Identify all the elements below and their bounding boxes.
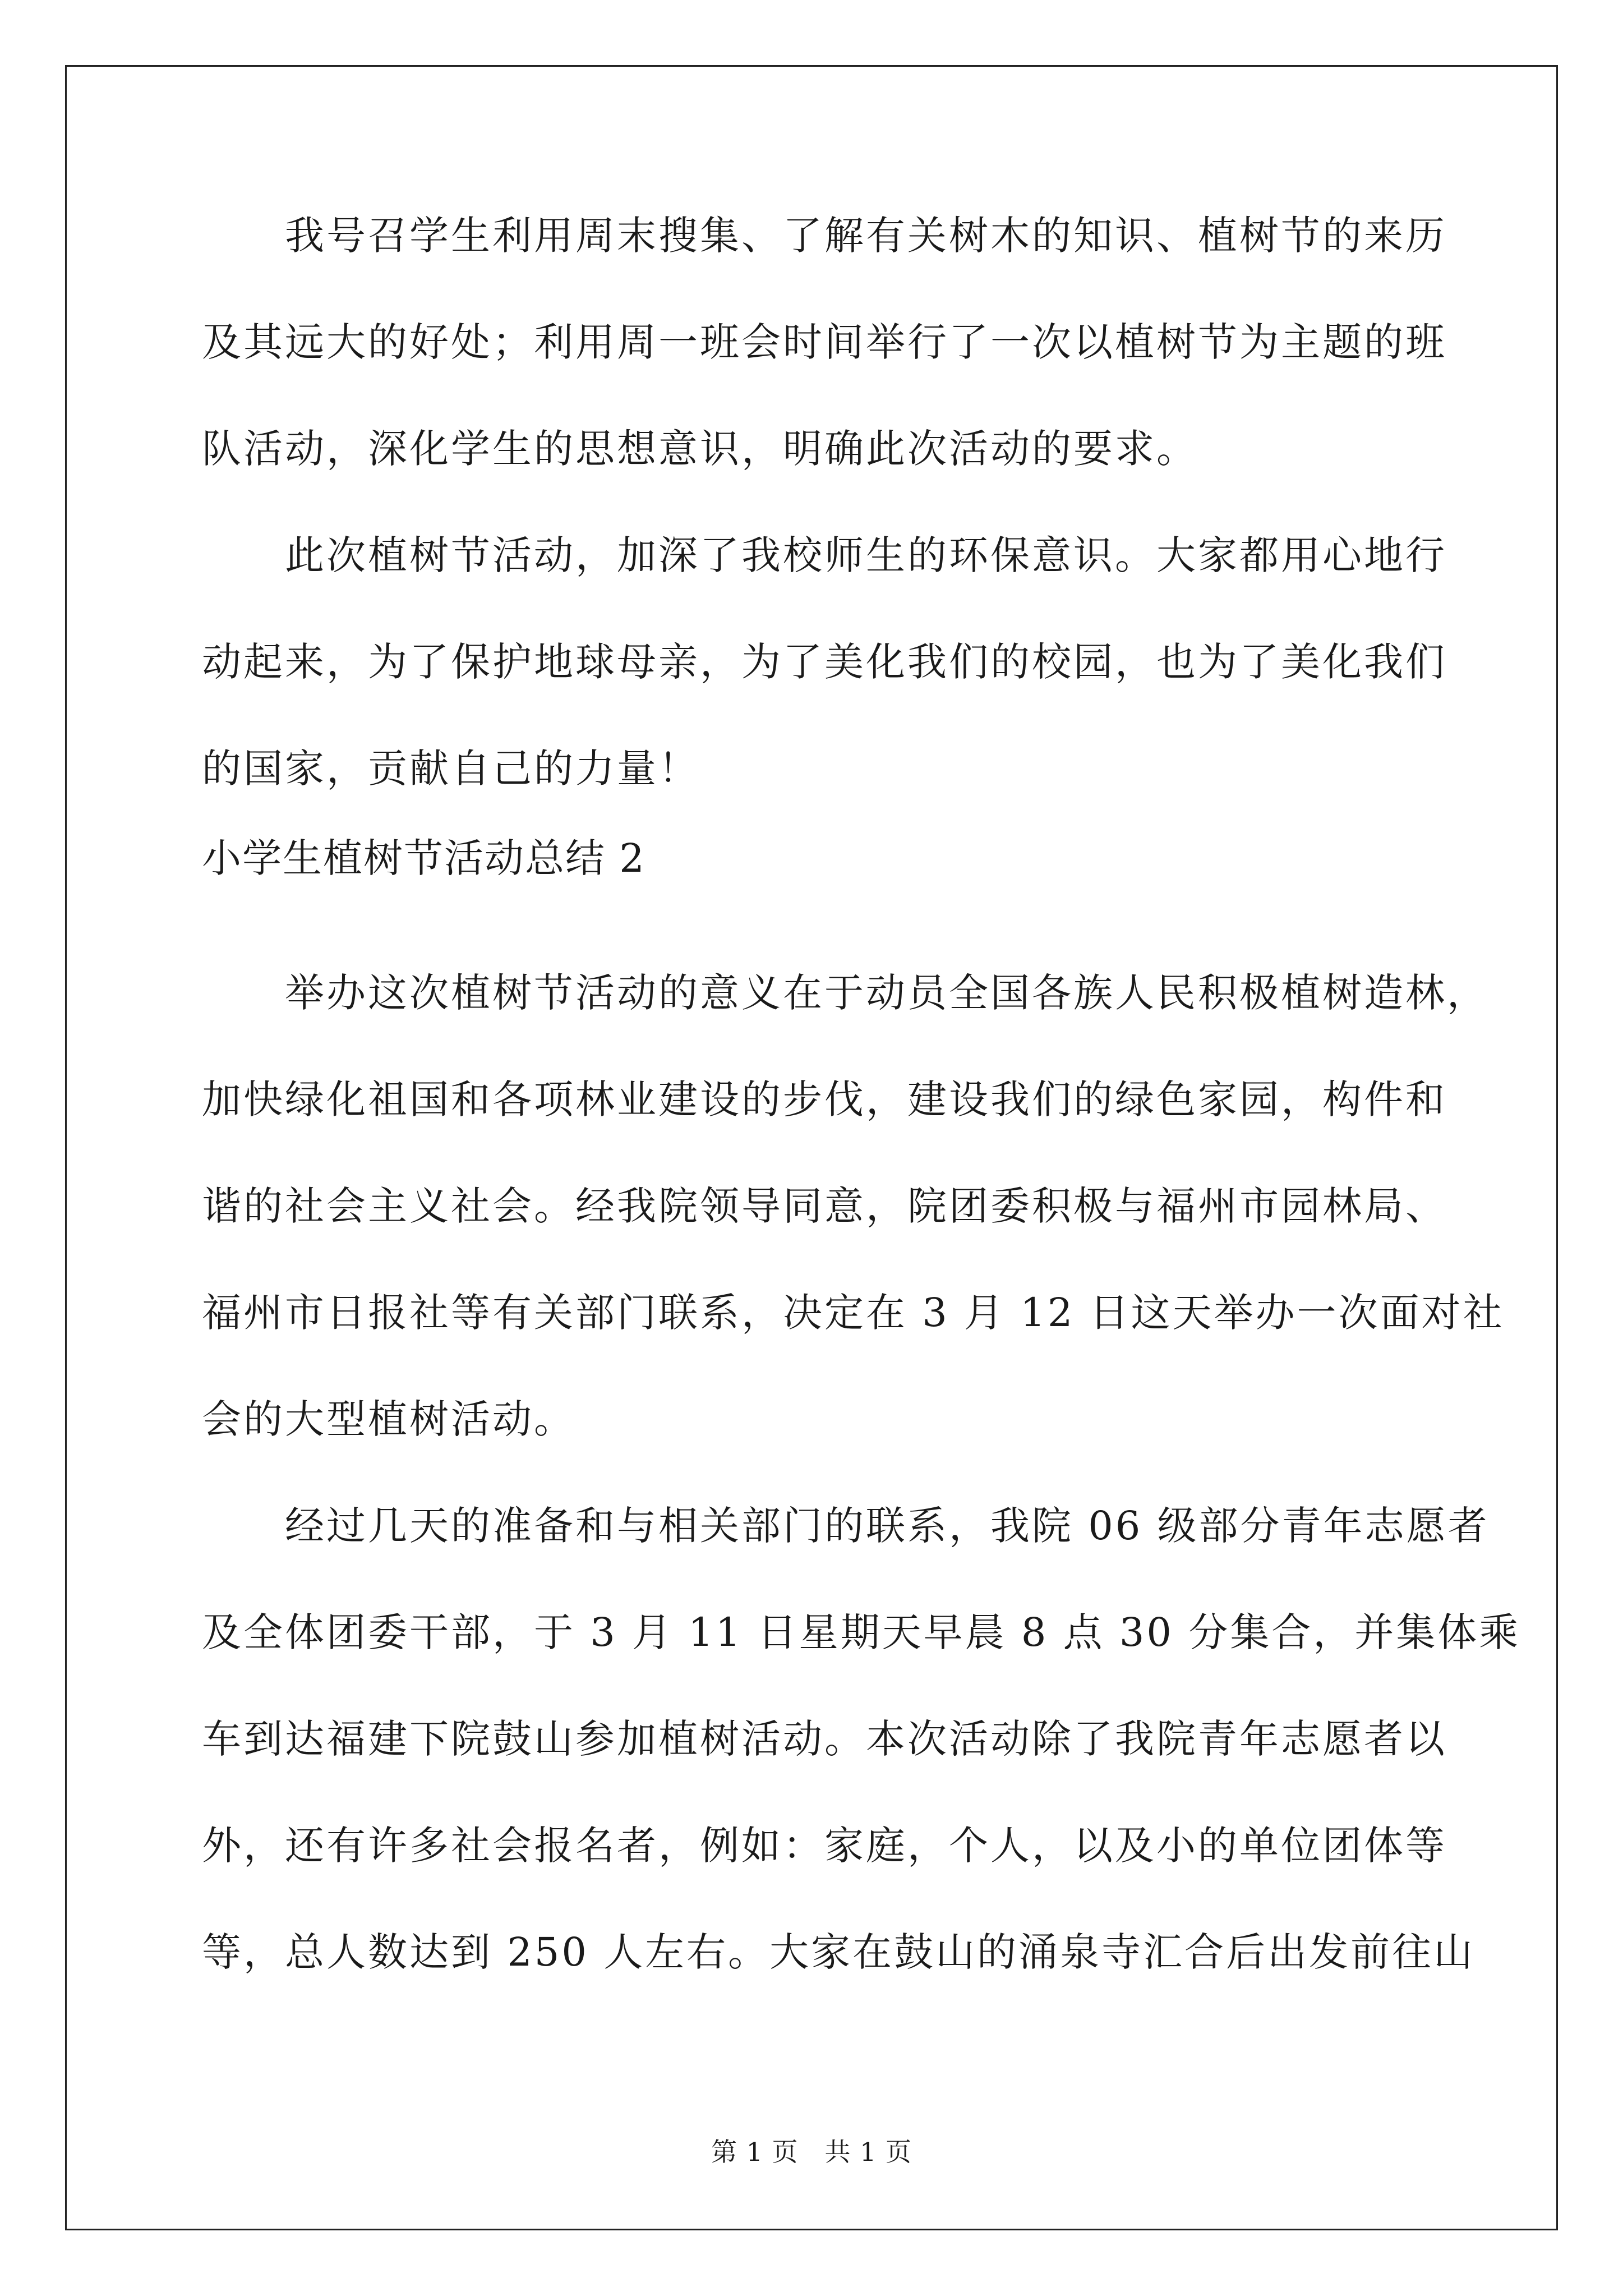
paragraph-line: 动起来，为了保护地球母亲，为了美化我们的校园，也为了美化我们	[202, 639, 1447, 685]
paragraph-line: 经过几天的准备和与相关部门的联系，我院 06 级部分青年志愿者	[285, 1503, 1490, 1549]
paragraph-line: 等，总人数达到 250 人左右。大家在鼓山的涌泉寺汇合后出发前往山	[202, 1929, 1476, 1975]
paragraph-line: 会的大型植树活动。	[202, 1396, 575, 1442]
page-number-footer: 第 1 页 共 1 页	[711, 2137, 912, 2167]
paragraph-line: 队活动，深化学生的思想意识，明确此次活动的要求。	[202, 426, 1198, 472]
page-border	[65, 65, 1558, 2230]
paragraph-line: 的国家，贡献自己的力量！	[202, 746, 700, 792]
paragraph-line: 我号召学生利用周末搜集、了解有关树木的知识、植树节的来历	[285, 213, 1447, 259]
paragraph-line: 及全体团委干部，于 3 月 11 日星期天早晨 8 点 30 分集合，并集体乘	[202, 1609, 1521, 1655]
paragraph-line: 福州市日报社等有关部门联系，决定在 3 月 12 日这天举办一次面对社	[202, 1290, 1505, 1336]
paragraph-line: 此次植树节活动，加深了我校师生的环保意识。大家都用心地行	[285, 532, 1447, 578]
paragraph-line: 举办这次植树节活动的意义在于动员全国各族人民积极植树造林，	[285, 970, 1488, 1016]
paragraph-line: 车到达福建下院鼓山参加植树活动。本次活动除了我院青年志愿者以	[202, 1716, 1447, 1762]
paragraph-line: 加快绿化祖国和各项林业建设的步伐，建设我们的绿色家园，构件和	[202, 1076, 1447, 1122]
paragraph-line: 外，还有许多社会报名者，例如：家庭，个人，以及小的单位团体等	[202, 1823, 1447, 1869]
section-heading: 小学生植树节活动总结 2	[202, 835, 645, 881]
paragraph-line: 及其远大的好处；利用周一班会时间举行了一次以植树节为主题的班	[202, 319, 1447, 365]
paragraph-line: 谐的社会主义社会。经我院领导同意，院团委积极与福州市园林局、	[202, 1183, 1447, 1229]
